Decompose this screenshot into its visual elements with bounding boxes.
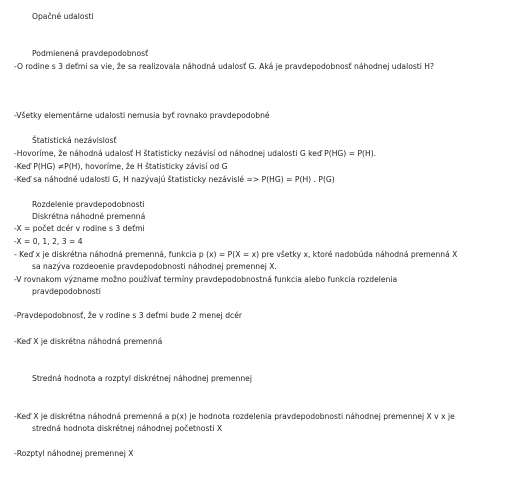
text-line: -O rodine s 3 deťmi sa vie, že sa realizovala náhodná udalosť G. Aká je pravdepodobnosť náhodnej udalosti H?: [14, 62, 435, 71]
text-line: -Hovoríme, že náhodná udalosť H štatisticky nezávisí od náhodnej udalosti G keď P(HG) = P(H).: [14, 149, 377, 158]
text-line: -X = 0, 1, 2, 3 = 4: [14, 237, 83, 246]
text-line: -Keď X je diskrétna náhodná premenná: [14, 337, 163, 346]
heading-statistical-independence: Štatistická nezávislosť: [32, 136, 117, 145]
text-line: -Keď sa náhodné udalosti G, H nazývajú štatisticky nezávislé => P(HG) = P(H) . P(G): [14, 175, 335, 184]
text-line: -Všetky elementárne udalosti nemusia byť rovnako pravdepodobné: [14, 111, 270, 120]
text-line: -V rovnakom význame možno používať termíny pravdepodobnostná funkcia alebo funkcia rozdelenia: [14, 275, 398, 284]
heading-mean-and-variance: Stredná hodnota a rozptyl diskrétnej náhodnej premennej: [32, 374, 252, 383]
text-line: sa nazýva rozdeoenie pravdepodobnosti náhodnej premennej X.: [32, 262, 277, 271]
text-line: -X = počet dcér v rodine s 3 deťmi: [14, 224, 145, 233]
text-line: -Pravdepodobnosť, že v rodine s 3 deťmi bude 2 menej dcér: [14, 311, 242, 320]
text-line: -Keď X je diskrétna náhodná premenná a p(x) je hodnota rozdelenia pravdepodobnosti náhodnej premennej X v x je: [14, 412, 455, 421]
heading-opposite-events: Opačné udalosti: [32, 12, 94, 21]
text-line: -Keď P(HG) ≠P(H), hovoríme, že H štatisticky závisí od G: [14, 162, 228, 171]
text-line: pravdepodobnosti: [32, 287, 101, 296]
text-line: -Rozptyl náhodnej premennej X: [14, 449, 134, 458]
heading-probability-distribution: Rozdelenie pravdepodobnosti: [32, 200, 145, 209]
heading-conditional-probability: Podmienená pravdepodobnosť: [32, 49, 149, 58]
text-line: - Keď x je diskrétna náhodná premenná, funkcia p (x) = P(X = x) pre všetky x, ktoré nadobúda náhodná premenná X: [14, 250, 458, 259]
text-line: stredná hodnota diskrétnej náhodnej početnosti X: [32, 424, 223, 433]
heading-discrete-variable: Diskrétna náhodné premenná: [32, 212, 146, 221]
